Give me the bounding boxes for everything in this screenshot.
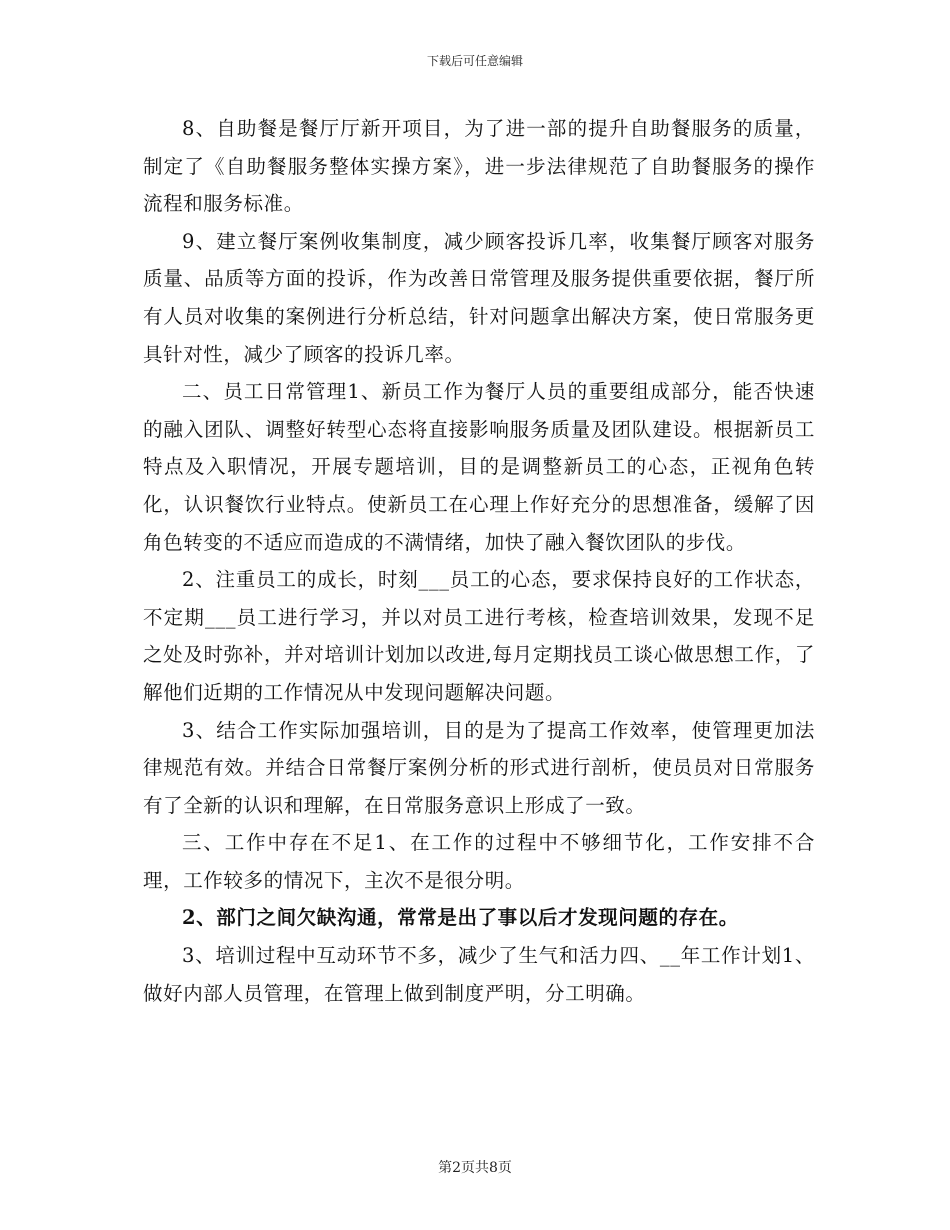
document-body	[143, 110, 815, 1012]
paragraph-case-collection: 9、建立餐厅案例收集制度，减少顾客投诉几率，收集餐厅顾客对服务质量、品质等方面的投诉，作为改善日常管理及服务提供重要依据，餐厅所有人员对收集的案例进行分析总结，针对问题拿出解决方案，使日常服务更具针对性，减少了顾客的投诉几率。	[143, 229, 815, 366]
paragraph-shortcomings: 三、工作中存在不足1、在工作的过程中不够细节化，工作安排不合理，工作较多的情况下，主次不是很分明。	[143, 831, 815, 892]
page-header: 下载后可任意编辑	[426, 54, 523, 68]
paragraph-buffet-plan: 8、自助餐是餐厅厅新开项目，为了进一部的提升自助餐服务的质量，制定了《自助餐服务整体实操方案》，进一步法律规范了自助餐服务的操作流程和服务标准。	[143, 117, 815, 216]
paragraph-work-plan: 3、培训过程中互动环节不多，减少了生气和活力四、__年工作计划1、做好内部人员管理，在管理上做到制度严明，分工明确。	[143, 944, 815, 1005]
paragraph-communication: 2、部门之间欠缺沟通，常常是出了事以后才发现问题的存在。	[182, 906, 739, 930]
paragraph-training: 3、结合工作实际加强培训，目的是为了提高工作效率，使管理更加法律规范有效。并结合日常餐厅案例分析的形式进行剖析，使员员对日常服务有了全新的认识和理解，在日常服务意识上形成了一致。	[143, 718, 815, 817]
paragraph-staff-growth: 2、注重员工的成长，时刻___员工的心态，要求保持良好的工作状态，不定期___员工进行学习，并以对员工进行考核，检查培训效果，发现不足之处及时弥补，并对培训计划加以改进,每月定期找员工谈心做思想工作，了解他们近期的工作情况从中发现问题解决问题。	[143, 568, 815, 704]
paragraph-staff-management: 二、员工日常管理1、新员工作为餐厅人员的重要组成部分，能否快速的融入团队、调整好转型心态将直接影响服务质量及团队建设。根据新员工特点及入职情况，开展专题培训，目的是调整新员工的心态，正视角色转化，认识餐饮行业特点。使新员工在心理上作好充分的思想准备，缓解了因角色转变的不适应而造成的不满情绪，加快了融入餐饮团队的步伐。	[143, 380, 815, 554]
page-number: 第2页共8页	[438, 1160, 512, 1176]
